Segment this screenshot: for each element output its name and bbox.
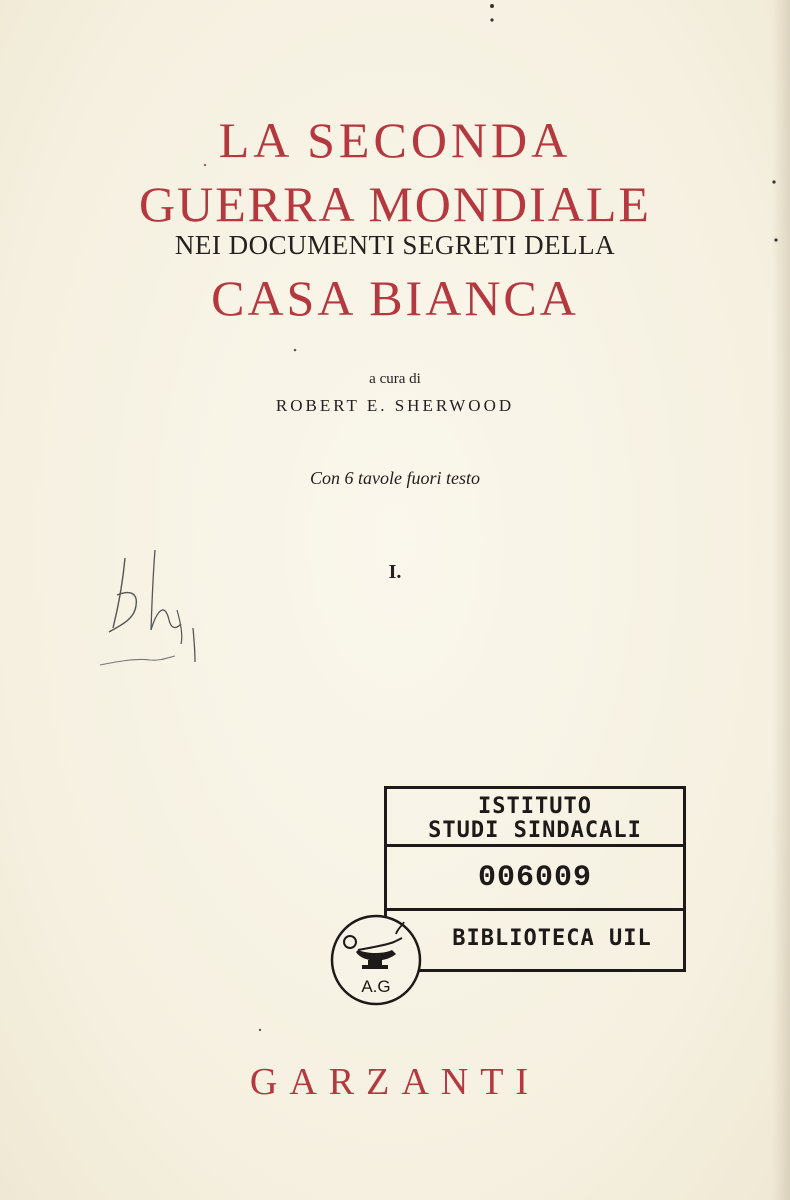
oil-lamp-seal-icon [328,912,424,1008]
title-line-2: GUERRA MONDIALE [139,176,651,232]
handwritten-signature [95,540,210,690]
volume-number: I. [388,561,402,583]
title-line-1: LA SECONDA [218,112,572,168]
stamp-institute [387,795,683,847]
seal-text: A.G [361,977,391,996]
stamp-institute-line-2: STUDI SINDACALI [428,818,642,843]
library-stamp [384,786,686,972]
title-line-4: CASA BIANCA [211,270,579,326]
title-line-3: NEI DOCUMENTI SEGRETI DELLA [174,230,616,260]
editor-name: ROBERT E. SHERWOOD [275,396,515,415]
stamp-inventory [387,847,683,911]
page-edge-shadow [772,0,790,1200]
plates-note: Con 6 tavole fuori testo [310,468,480,488]
stamp-library [387,911,683,969]
publisher-name: GARZANTI [249,1061,541,1103]
library-name: BIBLIOTECA UIL [452,926,652,951]
inventory-number: 006009 [477,861,593,895]
stamp-institute-line-1: ISTITUTO [478,794,592,819]
editor-intro: a cura di [369,371,421,387]
